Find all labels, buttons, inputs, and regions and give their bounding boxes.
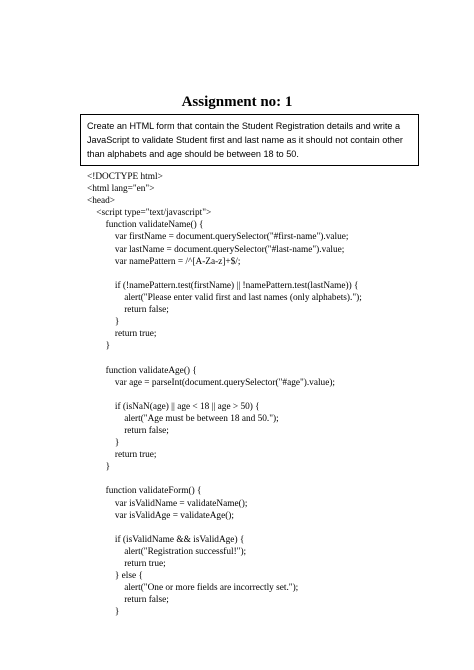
code-line: alert("One or more fields are incorrectly set."); xyxy=(87,583,299,594)
code-line: alert("Please enter valid first and last names (only alphabets)."); xyxy=(87,292,362,303)
code-line: <!DOCTYPE html> xyxy=(87,172,163,182)
code-listing xyxy=(87,171,362,618)
code-line: <script type="text/javascript"> xyxy=(87,208,212,219)
code-line: var isValidName = validateName(); xyxy=(87,498,248,509)
code-line: <html lang="en"> xyxy=(87,184,155,195)
code-line: var lastName = document.querySelector("#last-name").value; xyxy=(87,244,345,255)
code-line xyxy=(87,522,362,534)
code-line xyxy=(87,268,362,280)
code-line: if (!namePattern.test(firstName) || !namePattern.test(lastName)) { xyxy=(87,280,359,291)
code-line: } xyxy=(87,462,111,473)
code-line: } xyxy=(87,438,120,449)
code-line: function validateName() { xyxy=(87,220,204,231)
code-line: var age = parseInt(document.querySelector("#age").value); xyxy=(87,377,335,388)
code-line: alert("Registration successful!"); xyxy=(87,546,247,557)
code-line: function validateForm() { xyxy=(87,486,202,497)
code-line: alert("Age must be between 18 and 50."); xyxy=(87,413,279,424)
code-line: } xyxy=(87,607,120,618)
code-line: var firstName = document.querySelector("#first-name").value; xyxy=(87,232,349,243)
code-line: return false; xyxy=(87,425,169,436)
code-line: return true; xyxy=(87,329,157,340)
task-description-text: Create an HTML form that contain the Student Registration details and write a JavaScript to validate Student first and last name as it should not contain other than alphabets and age should be between 18 to 50. xyxy=(87,121,403,159)
task-description-box xyxy=(80,114,419,166)
code-line: if (isValidName && isValidAge) { xyxy=(87,534,245,545)
code-line: } else { xyxy=(87,571,143,582)
document-title: Assignment no: 1 xyxy=(181,94,293,110)
code-line: return true; xyxy=(87,559,166,569)
code-line: } xyxy=(87,341,111,352)
code-line: if (isNaN(age) || age < 18 || age > 50) { xyxy=(87,401,260,412)
code-line: function validateAge() { xyxy=(87,365,197,376)
code-line: <head> xyxy=(87,196,116,207)
code-line xyxy=(87,352,362,364)
code-line: return true; xyxy=(87,450,157,461)
code-line: return false; xyxy=(87,305,169,316)
code-line: } xyxy=(87,317,120,328)
code-line: var isValidAge = validateAge(); xyxy=(87,510,234,521)
code-line xyxy=(87,473,362,485)
code-line: var namePattern = /^[A-Za-z]+$/; xyxy=(87,256,241,267)
code-line: return false; xyxy=(87,595,169,606)
code-line xyxy=(87,389,362,401)
